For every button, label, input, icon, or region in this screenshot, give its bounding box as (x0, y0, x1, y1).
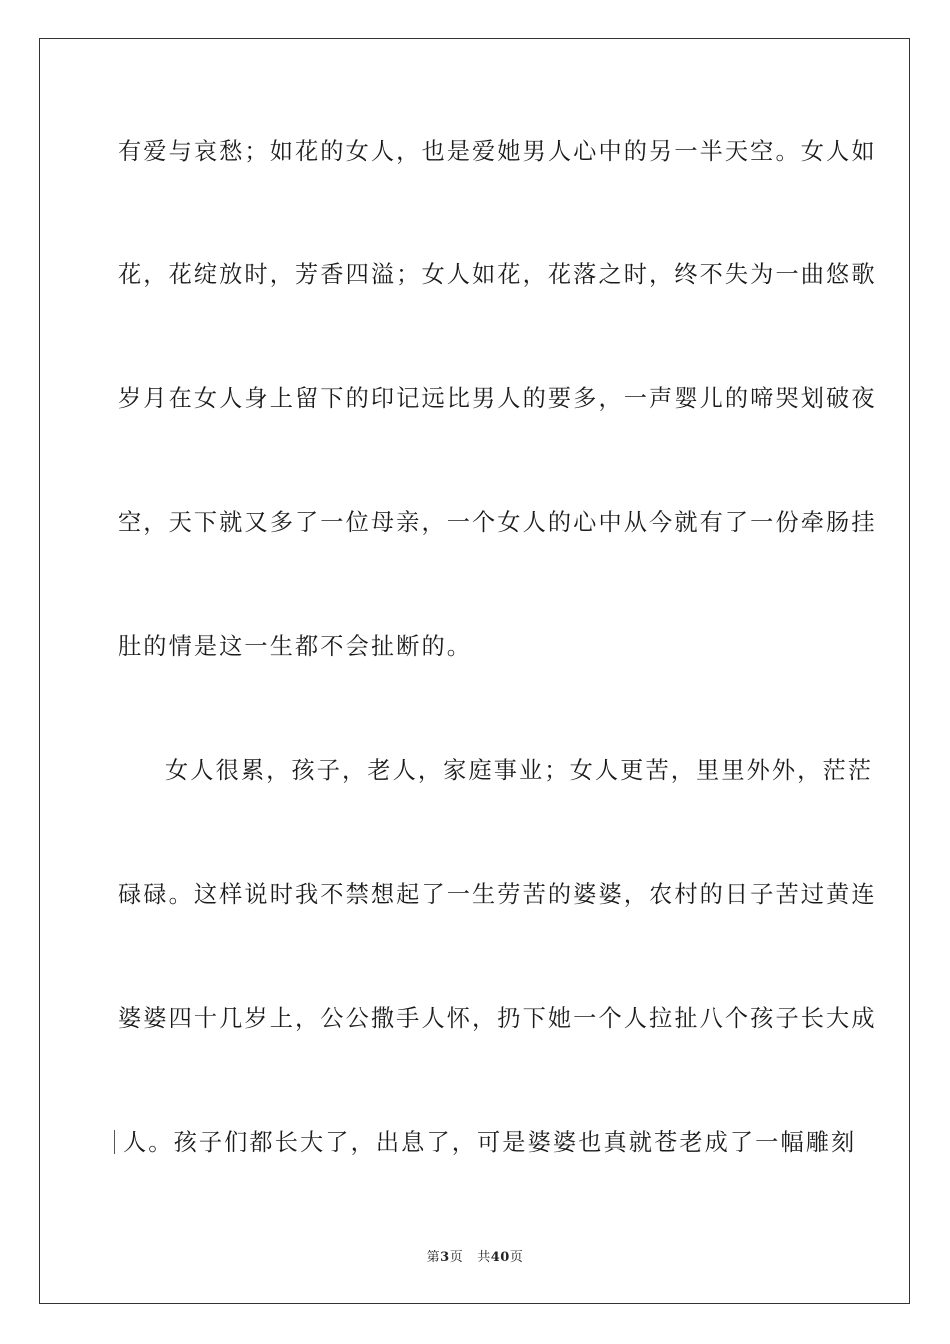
text-line: 肚的情是这一生都不会扯断的。 (118, 633, 473, 660)
page-footer (0, 1246, 950, 1265)
text-line-with-cursor (114, 1128, 856, 1158)
text-cursor (114, 1130, 115, 1154)
total-suffix: 页 (509, 1250, 524, 1265)
text-line: 婆婆四十几岁上，公公撒手人怀，扔下她一个人拉扯八个孩子长大成 (118, 1005, 877, 1032)
text-line: 有爱与哀愁；如花的女人，也是爱她男人心中的另一半天空。女人如 (118, 138, 877, 165)
page-border (39, 38, 910, 1304)
text-line: 空，天下就又多了一位母亲，一个女人的心中从今就有了一份牵肠挂 (118, 509, 877, 536)
total-prefix: 共 (477, 1250, 491, 1265)
text-line: 人。孩子们都长大了，出息了，可是婆婆也真就苍老成了一幅雕刻 (123, 1129, 857, 1156)
text-line: 岁月在女人身上留下的印记远比男人的要多，一声婴儿的啼哭划破夜 (118, 385, 877, 412)
page-suffix: 页 (449, 1250, 464, 1265)
page-number: 3 (440, 1250, 450, 1265)
text-line: 花，花绽放时，芳香四溢；女人如花，花落之时，终不失为一曲悠歌 (118, 261, 877, 288)
paragraph-first-line: 女人很累，孩子，老人，家庭事业；女人更苦，里里外外，茫茫 (165, 757, 874, 784)
total-pages: 40 (490, 1250, 510, 1265)
page-prefix: 第 (426, 1250, 441, 1265)
text-line: 碌碌。这样说时我不禁想起了一生劳苦的婆婆，农村的日子苦过黄连 (118, 881, 877, 908)
